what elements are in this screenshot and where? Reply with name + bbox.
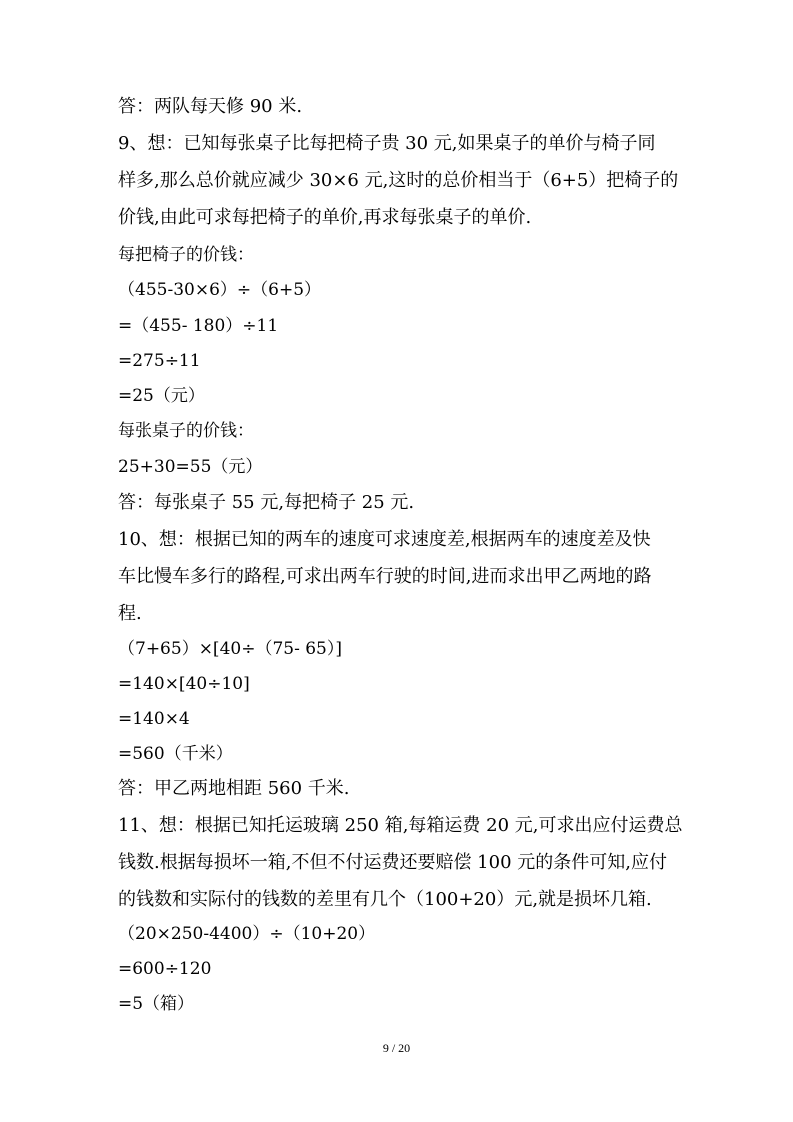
formula-line: =600÷120 — [118, 959, 212, 979]
page-number: 9 / 20 — [382, 1041, 411, 1055]
formula-line: （455-30×6）÷（6+5） — [118, 280, 322, 300]
formula-line: 25+30=55（元） — [118, 457, 263, 477]
chair-price-heading: 每把椅子的价钱： — [118, 245, 254, 265]
problem-9-line-1: 9、想：已知每张桌子比每把椅子贵 30 元,如果桌子的单价与椅子同 — [118, 133, 656, 154]
formula-line: =140×[40÷10] — [118, 674, 250, 694]
answer-line: 答：每张桌子 55 元,每把椅子 25 元. — [118, 492, 415, 513]
problem-9-line-3: 价钱,由此可求每把椅子的单价,再求每张桌子的单价. — [118, 207, 532, 228]
formula-line: =5（箱） — [118, 994, 195, 1014]
formula-line: （20×250-4400）÷（10+20） — [118, 924, 376, 944]
formula-line: =25（元） — [118, 386, 205, 406]
problem-11-line-1: 11、想：根据已知托运玻璃 250 箱,每箱运费 20 元,可求出应付运费总 — [118, 815, 683, 836]
formula-line: =560（千米） — [118, 744, 233, 764]
table-price-heading: 每张桌子的价钱： — [118, 421, 254, 441]
problem-10-line-3: 程. — [118, 603, 142, 624]
problem-11-line-2: 钱数.根据每损坏一箱,不但不付运费还要赔偿 100 元的条件可知,应付 — [118, 852, 667, 873]
problem-10-line-1: 10、想：根据已知的两车的速度可求速度差,根据两车的速度差及快 — [118, 529, 651, 550]
formula-line: =275÷11 — [118, 351, 201, 371]
formula-line: =（455- 180）÷11 — [118, 316, 279, 336]
problem-11-line-3: 的钱数和实际付的钱数的差里有几个（100+20）元,就是损坏几箱. — [118, 889, 652, 910]
answer-line: 答：甲乙两地相距 560 千米. — [118, 778, 350, 799]
problem-9-line-2: 样多,那么总价就应减少 30×6 元,这时的总价相当于（6+5）把椅子的 — [118, 170, 679, 191]
formula-line: （7+65）×[40÷（75- 65）] — [118, 639, 342, 659]
answer-line: 答：两队每天修 90 米. — [118, 96, 303, 117]
problem-10-line-2: 车比慢车多行的路程,可求出两车行驶的时间,进而求出甲乙两地的路 — [118, 566, 652, 587]
formula-line: =140×4 — [118, 709, 190, 729]
